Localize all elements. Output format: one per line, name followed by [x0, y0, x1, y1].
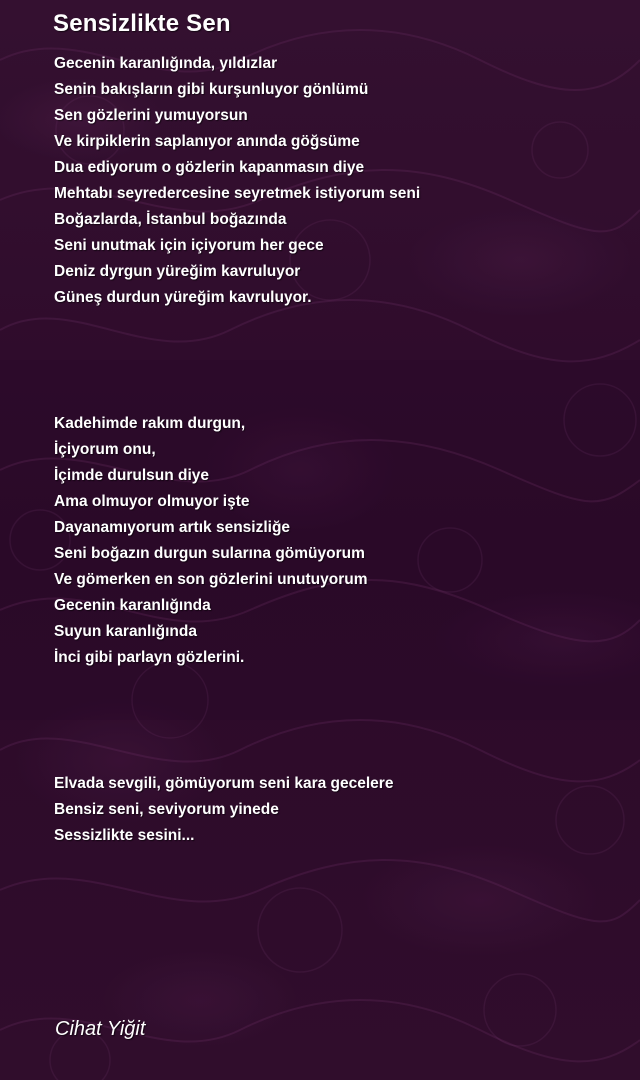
poem-line: Elvada sevgili, gömüyorum seni kara gecelere [54, 775, 394, 792]
poem-title: Sensizlikte Sen [53, 10, 231, 37]
poem-line: Ve gömerken en son gözlerini unutuyorum [54, 571, 368, 588]
poem-line: Gecenin karanlığında, yıldızlar [54, 55, 278, 72]
poem-line: İnci gibi parlayn gözlerini. [54, 649, 245, 666]
poem-line: Deniz dyrgun yüreğim kavruluyor [54, 263, 301, 280]
poem-line: Güneş durdun yüreğim kavruluyor. [54, 289, 312, 306]
poem-line: Gecenin karanlığında [54, 597, 211, 614]
poem-line: İçiyorum onu, [54, 441, 156, 458]
poem-line: Dua ediyorum o gözlerin kapanmasın diye [54, 159, 365, 176]
poem-line: Seni unutmak için içiyorum her gece [54, 237, 324, 254]
poem-line: Kadehimde rakım durgun, [54, 415, 246, 432]
poem-line: Suyun karanlığında [54, 623, 197, 640]
poem-stanza [54, 51, 420, 311]
poem-author: Cihat Yiğit [55, 1018, 146, 1040]
poem-line: Bensiz seni, seviyorum yinede [54, 801, 279, 818]
poem-line: Sen gözlerini yumuyorsun [54, 107, 248, 124]
poem-line: Mehtabı seyredercesine seyretmek istiyorum seni [54, 185, 421, 202]
poem-line: Sessizlikte sesini... [54, 827, 195, 844]
poem-line: Senin bakışların gibi kurşunluyor gönlümü [54, 81, 369, 98]
poem-line: İçimde durulsun diye [54, 467, 210, 484]
poem-stanza [54, 411, 368, 671]
poem-line: Boğazlarda, İstanbul boğazında [54, 211, 287, 228]
poem-stanza [54, 771, 393, 849]
poem-line: Dayanamıyorum artık sensizliğe [54, 519, 291, 536]
poem-line: Seni boğazın durgun sularına gömüyorum [54, 545, 365, 562]
poem-line: Ama olmuyor olmuyor işte [54, 493, 250, 510]
poem-line: Ve kirpiklerin saplanıyor anında göğsüme [54, 133, 360, 150]
